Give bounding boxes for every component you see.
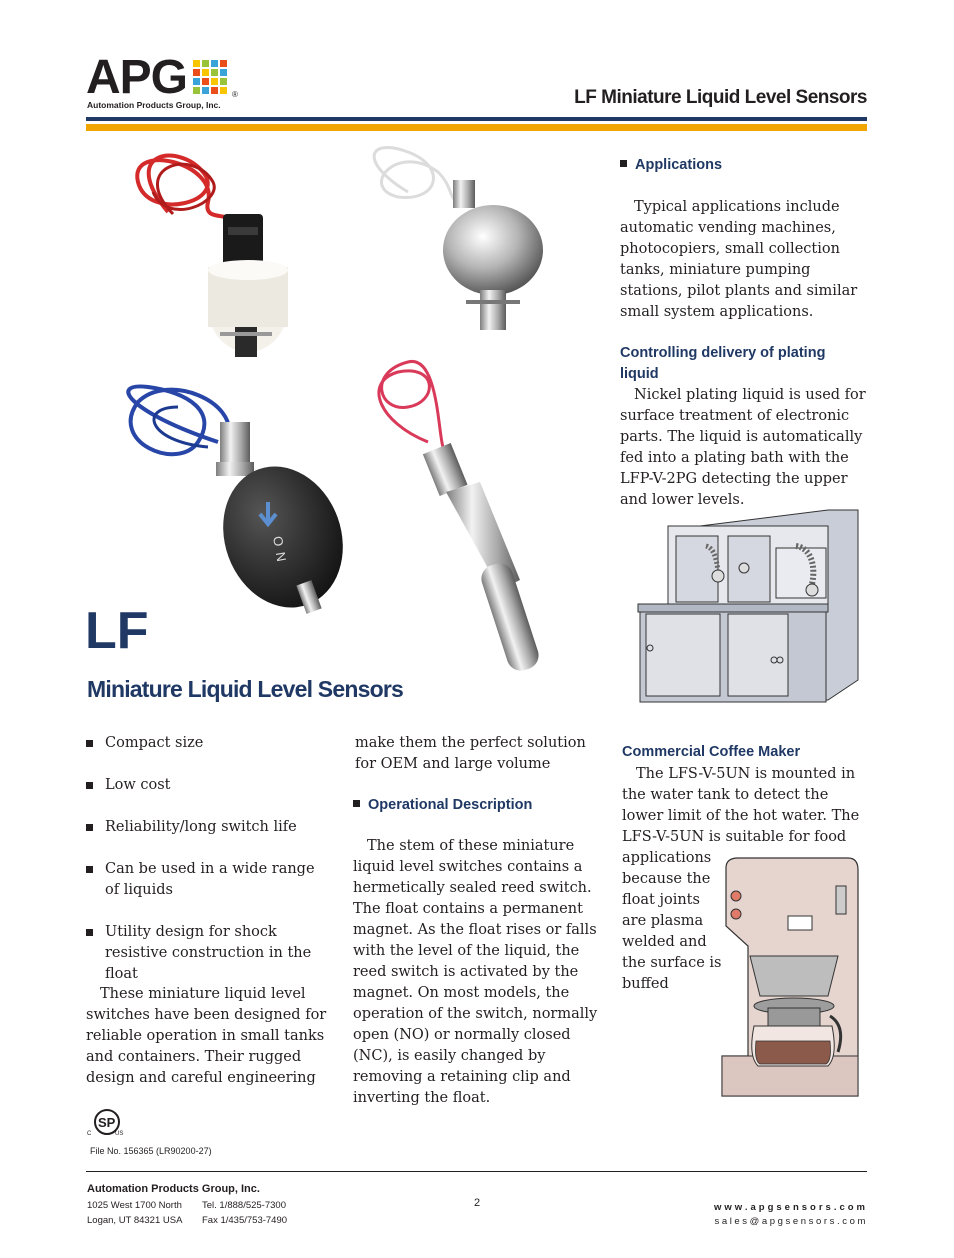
feature-item: Compact size (86, 733, 336, 754)
csa-mark-text: SP (98, 1115, 116, 1130)
sensor-photo-steel-rod (379, 361, 542, 674)
page-number: 2 (474, 1197, 481, 1209)
coffee-text-line: float joints (622, 892, 700, 908)
heading-bullet-icon (620, 160, 627, 167)
cert-file-number: File No. 156365 (LR90200-27) (90, 1146, 212, 1156)
intro-paragraph-continued-text: make them the perfect solution for OEM and large volume (355, 735, 586, 772)
coffee-text-line: applications (622, 850, 712, 866)
coffee-text-line: buffed (622, 976, 669, 992)
footer-fax: Fax 1/435/753-7490 (202, 1215, 288, 1226)
plating-heading: Controlling delivery of plating liquid (620, 345, 826, 382)
product-code: LF (85, 602, 149, 660)
intro-paragraph-continued (355, 733, 603, 775)
sensor-photo-steel-ball (374, 148, 543, 330)
coffee-text: The LFS-V-5UN is mounted in the water tank to detect the lower limit of the hot water. The LFS-V-5UN is suitable for food (622, 766, 860, 845)
coffee-heading: Commercial Coffee Maker (622, 744, 801, 760)
coffee-text-line: welded and (622, 934, 707, 950)
footer-email[interactable]: sales@apgsensors.com (714, 1216, 868, 1227)
footer-company: Automation Products Group, Inc. (87, 1183, 260, 1195)
float-on-label: ON (270, 534, 291, 569)
cert-c-label: C (87, 1131, 92, 1137)
coffee-text-wrap (622, 848, 726, 995)
coffee-text-line: because the (622, 871, 711, 887)
footer-website[interactable]: www.apgsensors.com (714, 1202, 868, 1213)
header-rule-navy (86, 117, 867, 121)
footer-rule (86, 1171, 867, 1172)
operational-text: The stem of these miniature liquid level switches contains a hermetically sealed reed switch. The float contains a permanent magnet. As the float rises or falls with the level of the liquid, the reed switch is activated by the magnet. On most models, the operation of the switch, normally open (NO) or normally closed (NC), is easily changed by removing a retaining clip and inverting the float. (353, 838, 598, 1106)
applications-text: Typical applications include automatic vending machines, photocopiers, small collection tanks, miniature pumping stations, pilot plants and similar small system applications. (620, 199, 858, 320)
feature-list (86, 733, 336, 985)
product-subtitle: Miniature Liquid Level Sensors (87, 676, 403, 702)
plating-text: Nickel plating liquid is used for surface treatment of electronic parts. The liquid is automatically fed into a plating bath with the LFP-V-2PG detecting the upper and lower levels. (620, 387, 866, 508)
coffee-text-line: the surface is (622, 955, 722, 971)
logo-tagline: Automation Products Group, Inc. (87, 100, 221, 110)
heading-bullet-icon (353, 800, 360, 807)
sensor-photo-white-float (137, 156, 288, 357)
logo-wordmark: APG (86, 51, 188, 104)
operational-heading: Operational Description (353, 797, 532, 813)
product-photos (108, 142, 600, 682)
logo-grid-icon (193, 60, 229, 96)
cert-us-label: US (115, 1131, 124, 1137)
feature-item: Low cost (86, 775, 336, 796)
header-title: LF Miniature Liquid Level Sensors (574, 87, 867, 108)
footer-address-line1: 1025 West 1700 North (87, 1200, 182, 1211)
intro-paragraph: These miniature liquid level switches have been designed for reliable operation in small tanks and containers. Their rugged design and careful engineering (86, 986, 327, 1086)
applications-heading: Applications (620, 157, 722, 173)
coffee-text-line: are plasma (622, 913, 704, 929)
plating-machine-illustration (636, 508, 862, 710)
footer-tel: Tel. 1/888/525-7300 (202, 1200, 286, 1211)
feature-item: Can be used in a wide range of liquids (86, 859, 320, 901)
logo (86, 51, 246, 112)
footer-address-line2: Logan, UT 84321 USA (87, 1215, 183, 1226)
logo-registered-mark: ® (232, 90, 238, 99)
header-rule-orange (86, 124, 867, 131)
sensor-photo-black-float (128, 386, 362, 624)
feature-item: Reliability/long switch life (86, 817, 336, 838)
coffee-maker-illustration (718, 856, 862, 1098)
feature-item: Utility design for shock resistive construction in the float (86, 922, 330, 985)
